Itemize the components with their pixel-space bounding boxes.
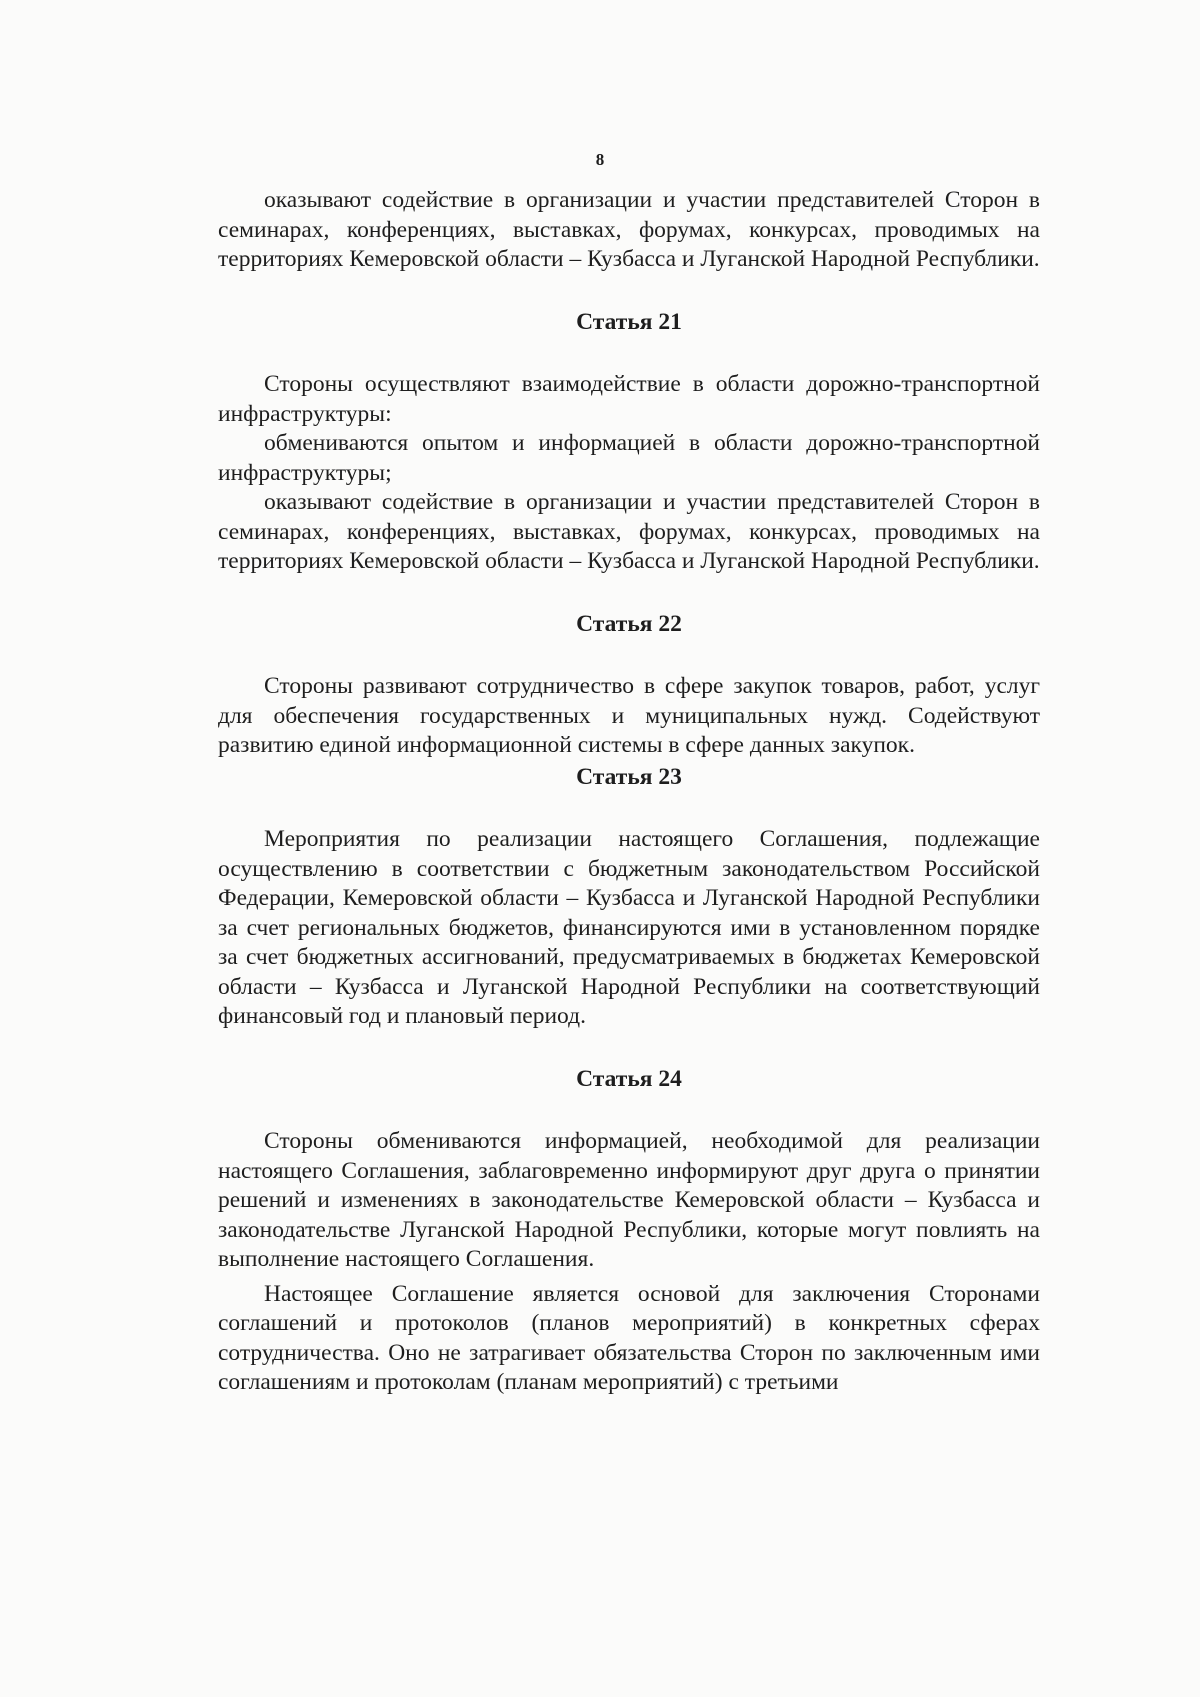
document-body — [218, 186, 1040, 1398]
article-22-paragraph: Стороны развивают сотрудничество в сфере закупок товаров, работ, услуг для обеспечения государственных и муниципальных нужд. Содействуют развитию единой информационной системы в сфере данных закупок. — [218, 673, 1040, 758]
article-21-paragraph: обмениваются опытом и информацией в области дорожно-транспортной инфраструктуры; — [218, 430, 1040, 486]
article-23-paragraph: Мероприятия по реализации настоящего Соглашения, подлежащие осуществлению в соответствии с бюджетным законодательством Российской Федерации, Кемеровской области – Кузбасса и Луганской Народной Республики за счет региональных бюджетов, финансируются ими в установленном порядке за счет бюджетных ассигнований, предусматриваемых в бюджетах Кемеровской области – Кузбасса и Луганской Народной Республики на соответствующий финансовый год и плановый период. — [218, 826, 1040, 1029]
intro-paragraph: оказывают содействие в организации и участии представителей Сторон в семинарах, конференциях, выставках, форумах, конкурсах, проводимых на территориях Кемеровской области – Кузбасса и Луганской Народной Республики. — [218, 187, 1040, 272]
article-21-paragraph: оказывают содействие в организации и участии представителей Сторон в семинарах, конференциях, выставках, форумах, конкурсах, проводимых на территориях Кемеровской области – Кузбасса и Луганской Народной Республики. — [218, 489, 1040, 574]
article-24-paragraph: Настоящее Соглашение является основой для заключения Сторонами соглашений и протоколов (планов мероприятий) в конкретных сферах сотрудничества. Оно не затрагивает обязательства Сторон по заключенным ими соглашениям и протоколам (планам мероприятий) с третьими — [218, 1280, 1040, 1395]
article-21 — [218, 308, 1040, 577]
article-22 — [218, 610, 1040, 761]
article-22-heading: Статья 22 — [576, 610, 682, 637]
article-23-heading: Статья 23 — [576, 763, 682, 790]
article-24 — [218, 1065, 1040, 1398]
article-21-paragraph: Стороны осуществляют взаимодействие в области дорожно-транспортной инфраструктуры: — [218, 371, 1040, 427]
article-23 — [218, 763, 1040, 1032]
article-21-heading: Статья 21 — [576, 308, 682, 335]
article-24-paragraph: Стороны обмениваются информацией, необходимой для реализации настоящего Соглашения, заблаговременно информируют друг друга о принятии решений и изменениях в законодательстве Кемеровской области – Кузбасса и законодательстве Луганской Народной Республики, которые могут повлиять на выполнение настоящего Соглашения. — [218, 1128, 1040, 1272]
page-number: 8 — [595, 150, 605, 169]
article-24-heading: Статья 24 — [576, 1065, 682, 1092]
